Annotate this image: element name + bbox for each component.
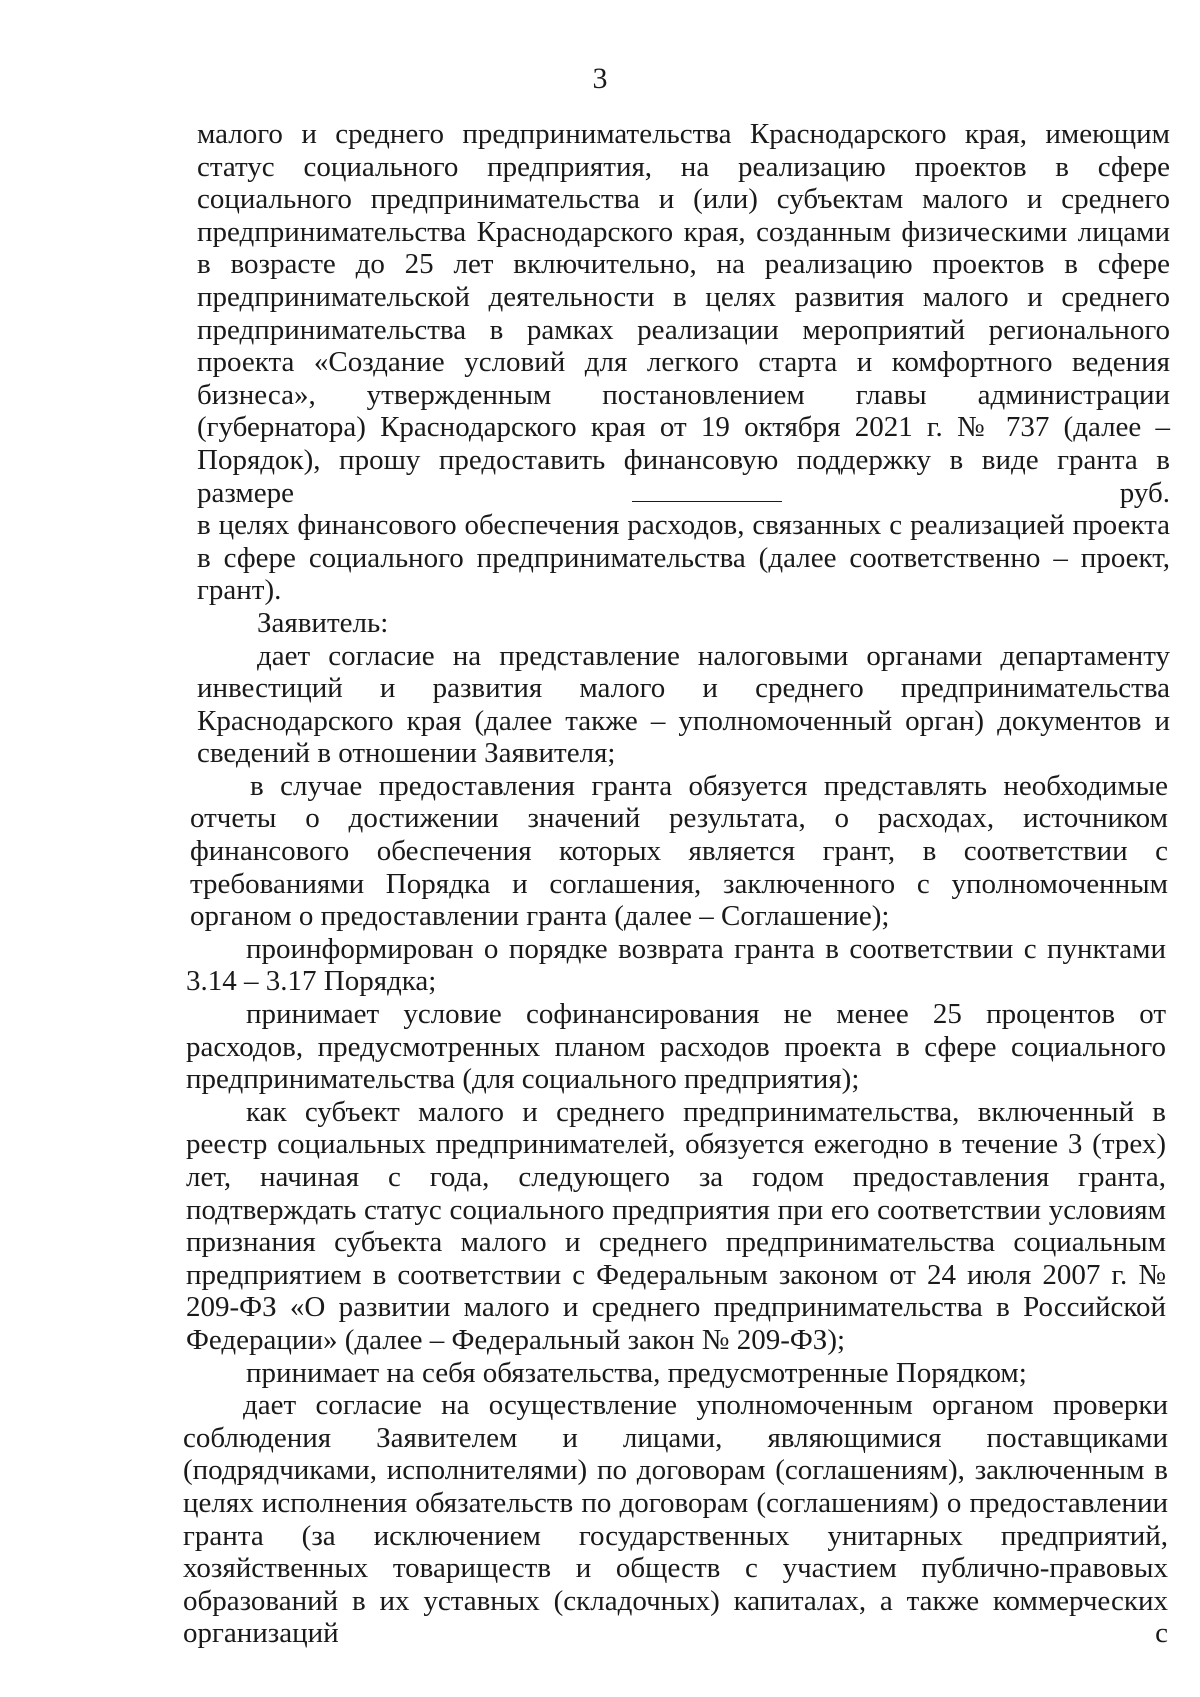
- obligation-item: дает согласие на осуществление уполномоченным органом проверки соблюдения Заявителем и лицами, являющимися поставщиками (подрядчиками, исполнителями) по договорам (соглашениям), заключенным в целях исполнения обязательств по договорам (соглашениям) о предоставлении гранта (за исключением государственных унитарных предприятий, хозяйственных товариществ и обществ с участием публично-правовых образований в их уставных (складочных) капиталах, а также коммерческих организаций с: [183, 1389, 1168, 1650]
- obligation-item: принимает на себя обязательства, предусмотренные Порядком;: [246, 1356, 1027, 1389]
- obligation-item: в случае предоставления гранта обязуется представлять необходимые отчеты о достижении значений результата, о расходах, источником финансового обеспечения которых является грант, в соответствии с требованиями Порядка и соглашения, заключенного с уполномоченным органом о предоставлении гранта (далее – Соглашение);: [190, 769, 1168, 933]
- obligation-item: проинформирован о порядке возврата гранта в соответствии с пунктами 3.14 – 3.17 Порядка;: [186, 932, 1166, 998]
- obligation-item: принимает условие софинансирования не менее 25 процентов от расходов, предусмотренных планом расходов проекта в сфере социального предпринимательства (для социального предприятия);: [186, 998, 1166, 1096]
- amount-blank: [632, 479, 782, 502]
- obligation-item: как субъект малого и среднего предпринимательства, включенный в реестр социальных предпринимателей, обязуется ежегодно в течение 3 (трех) лет, начиная с года, следующего за годом предоставления гранта, подтверждать статус социального предприятия при его соответствии условиям признания субъекта малого и среднего предпринимательства социальным предприятием в соответствии с Федеральным законом от 24 июля 2007 г. № 209-ФЗ «О развитии малого и среднего предпринимательства в Российской Федерации» (далее – Федеральный закон № 209-ФЗ);: [186, 1095, 1166, 1356]
- applicant-label: Заявитель:: [257, 606, 389, 639]
- currency-label: руб.: [1119, 476, 1171, 509]
- intro-paragraph: [197, 118, 1170, 509]
- obligation-item: дает согласие на представление налоговыми органами департаменту инвестиций и развития малого и среднего предпринимательства Краснодарского края (далее также – уполномоченный орган) документов и сведений в отношении Заявителя;: [197, 639, 1170, 770]
- intro-text: малого и среднего предпринимательства Краснодарского края, имеющим статус социального предприятия, на реализацию проектов в сфере социального предпринимательства и (или) субъектам малого и среднего предпринимательства Краснодарского края, созданным физическими лицами в возрасте до 25 лет включительно, на реализацию проектов в сфере предпринимательской деятельности в целях развития малого и среднего предпринимательства в рамках реализации мероприятий регионального проекта «Создание условий для легкого старта и комфортного ведения бизнеса», утвержденным постановлением главы администрации (губернатора) Краснодарского края от 19 октября 2021 г. № 737 (далее – Порядок), прошу предоставить финансовую поддержку в виде гранта в размере: [197, 118, 1170, 509]
- intro-continuation: в целях финансового обеспечения расходов, связанных с реализацией проекта в сфере социального предпринимательства (далее соответственно – проект, грант).: [197, 509, 1170, 607]
- document-body: [0, 118, 1200, 1650]
- page-number: 3: [592, 62, 608, 95]
